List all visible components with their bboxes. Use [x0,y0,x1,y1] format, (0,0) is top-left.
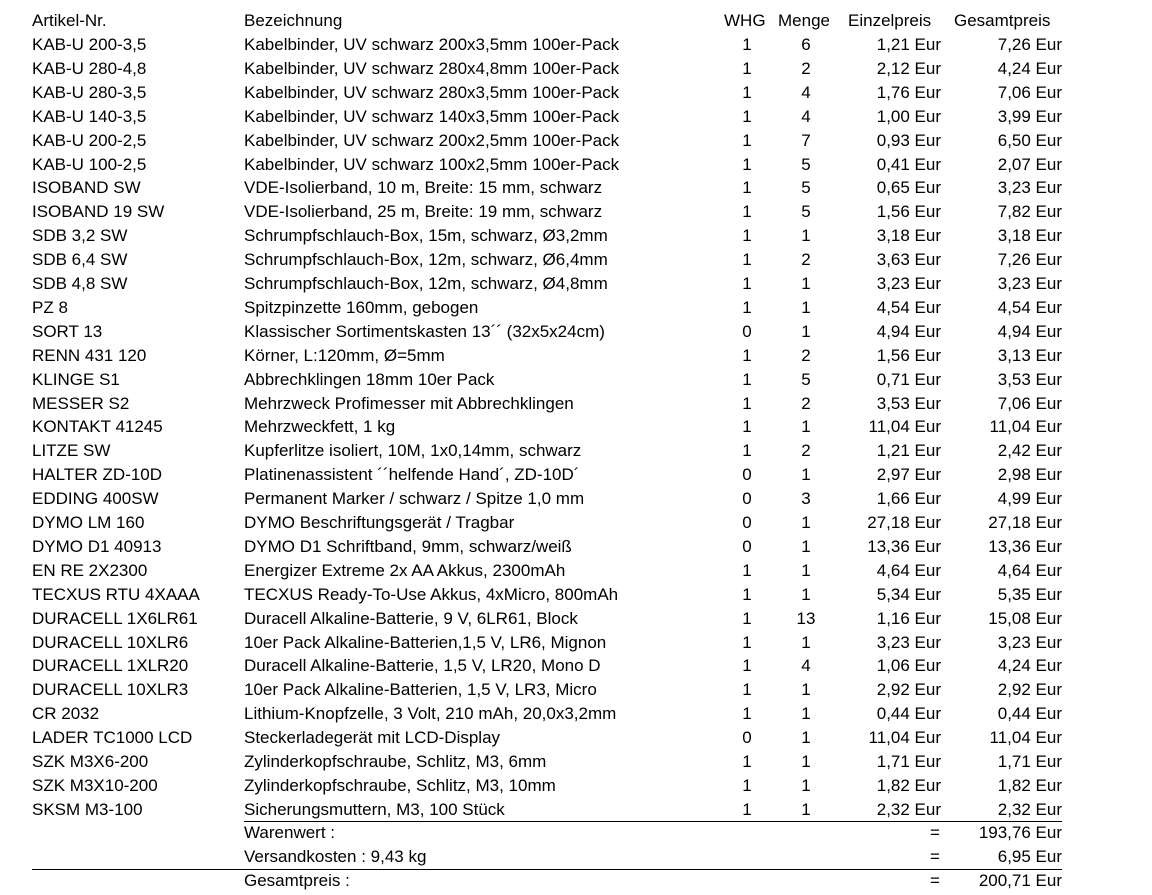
cell-einzelpreis: 4,54 Eur [876,297,941,317]
cell-whg: 1 [742,560,752,580]
cell-artikel-nr: ISOBAND SW [32,178,141,198]
cell-bezeichnung: Kabelbinder, UV schwarz 200x2,5mm 100er-Pack [244,130,620,150]
gesamt-value: 200,71 Eur [978,871,1062,890]
cell-gesamtpreis: 2,98 Eur [997,465,1062,485]
table-row [0,511,1152,535]
cell-bezeichnung: Schrumpfschlauch-Box, 15m, schwarz, Ø3,2mm [244,226,608,246]
table-row [0,344,1152,368]
cell-bezeichnung: Permanent Marker / schwarz / Spitze 1,0 mm [244,489,585,509]
cell-gesamtpreis: 3,13 Eur [997,345,1062,365]
cell-whg: 1 [742,441,752,461]
cell-einzelpreis: 4,94 Eur [876,321,941,341]
cell-menge: 5 [801,178,811,198]
cell-gesamtpreis: 1,71 Eur [997,752,1062,771]
cell-artikel-nr: SDB 6,4 SW [32,250,128,270]
cell-whg: 1 [742,656,752,676]
cell-einzelpreis: 1,76 Eur [876,82,941,102]
cell-artikel-nr: KAB-U 140-3,5 [32,106,147,126]
cell-einzelpreis: 11,04 Eur [868,417,941,437]
cell-einzelpreis: 1,66 Eur [876,489,941,509]
cell-bezeichnung: Abbrechklingen 18mm 10er Pack [244,369,495,389]
cell-gesamtpreis: 4,94 Eur [997,321,1062,341]
versand-value: 6,95 Eur [997,847,1062,866]
cell-bezeichnung: Klassischer Sortimentskasten 13´´ (32x5x24cm) [244,321,605,341]
table-row [0,726,1152,750]
cell-gesamtpreis: 4,54 Eur [997,297,1062,317]
cell-bezeichnung: Mehrzweck Profimesser mit Abbrechklingen [244,393,574,413]
cell-artikel-nr: DYMO D1 40913 [32,536,162,556]
cell-einzelpreis: 1,16 Eur [876,608,941,628]
cell-gesamtpreis: 2,07 Eur [997,154,1062,174]
cell-artikel-nr: DURACELL 10XLR3 [32,680,189,700]
cell-whg: 1 [742,417,752,437]
cell-gesamtpreis: 6,50 Eur [997,130,1062,150]
cell-artikel-nr: KLINGE S1 [32,369,120,389]
table-row [0,631,1152,655]
cell-artikel-nr: PZ 8 [32,297,68,317]
table-header [0,9,1152,33]
cell-artikel-nr: ISOBAND 19 SW [32,202,165,222]
cell-menge: 1 [801,775,811,795]
cell-gesamtpreis: 2,42 Eur [997,441,1062,461]
table-row [0,153,1152,177]
cell-menge: 13 [796,608,816,628]
cell-menge: 2 [801,250,811,270]
cell-gesamtpreis: 1,82 Eur [997,775,1062,795]
cell-whg: 1 [742,632,752,652]
cell-gesamtpreis: 7,26 Eur [997,35,1062,54]
cell-bezeichnung: Duracell Alkaline-Batterie, 9 V, 6LR61, Block [244,608,578,628]
versand-label: Versandkosten : 9,43 kg [244,847,427,866]
cell-artikel-nr: KAB-U 280-3,5 [32,82,147,102]
cell-einzelpreis: 0,93 Eur [876,130,941,150]
cell-bezeichnung: Platinenassistent ´´helfende Hand´, ZD-10D´ [244,465,580,485]
cell-artikel-nr: LADER TC1000 LCD [32,728,193,748]
table-row [0,607,1152,631]
cell-einzelpreis: 27,18 Eur [867,513,941,532]
table-row [0,105,1152,129]
cell-bezeichnung: Duracell Alkaline-Batterie, 1,5 V, LR20, Mono D [244,656,601,676]
cell-menge: 1 [801,465,811,485]
cell-bezeichnung: VDE-Isolierband, 10 m, Breite: 15 mm, schwarz [244,178,603,198]
table-row [0,559,1152,583]
cell-menge: 1 [801,560,811,580]
cell-gesamtpreis: 4,24 Eur [997,656,1062,676]
table-row [0,654,1152,678]
cell-gesamtpreis: 15,08 Eur [988,608,1062,628]
cell-bezeichnung: TECXUS Ready-To-Use Akkus, 4xMicro, 800mAh [244,584,619,604]
cell-menge: 7 [801,130,811,150]
cell-artikel-nr: KAB-U 280-4,8 [32,58,147,78]
table-row [0,439,1152,463]
table-row [0,224,1152,248]
cell-whg: 1 [742,752,752,771]
cell-whg: 1 [742,58,752,78]
header-einzelpreis: Einzelpreis [848,11,932,30]
cell-whg: 1 [742,274,752,293]
cell-artikel-nr: SDB 3,2 SW [32,226,128,246]
cell-bezeichnung: 10er Pack Alkaline-Batterien, 1,5 V, LR3, Micro [244,680,597,700]
cell-einzelpreis: 2,12 Eur [876,58,941,78]
cell-einzelpreis: 1,71 Eur [876,752,941,771]
cell-whg: 1 [742,35,752,54]
cell-whg: 1 [742,297,752,317]
cell-bezeichnung: Steckerladegerät mit LCD-Display [244,728,501,748]
cell-bezeichnung: Mehrzweckfett, 1 kg [244,417,396,437]
cell-menge: 1 [801,513,811,532]
cell-gesamtpreis: 3,23 Eur [997,178,1062,198]
cell-gesamtpreis: 5,35 Eur [997,584,1062,604]
cell-whg: 0 [742,728,752,748]
cell-gesamtpreis: 7,06 Eur [997,393,1062,413]
cell-einzelpreis: 1,06 Eur [876,656,941,676]
cell-gesamtpreis: 4,64 Eur [997,560,1062,580]
cell-bezeichnung: Kabelbinder, UV schwarz 280x4,8mm 100er-Pack [244,58,620,78]
cell-whg: 1 [742,226,752,246]
table-row [0,678,1152,702]
cell-menge: 1 [801,274,811,293]
cell-menge: 1 [801,536,811,556]
cell-whg: 1 [742,369,752,389]
table-row [0,392,1152,416]
cell-whg: 1 [742,202,752,222]
cell-artikel-nr: KAB-U 200-3,5 [32,35,147,54]
table-row [0,415,1152,439]
header-whg: WHG [724,11,766,30]
cell-gesamtpreis: 11,04 Eur [989,728,1062,748]
warenwert-value: 193,76 Eur [978,823,1062,842]
cell-bezeichnung: Lithium-Knopfzelle, 3 Volt, 210 mAh, 20,0x3,2mm [244,704,617,724]
table-row [0,129,1152,153]
cell-einzelpreis: 3,23 Eur [876,632,941,652]
cell-einzelpreis: 4,64 Eur [876,560,941,580]
cell-whg: 0 [742,321,752,341]
totals-gesamt [0,869,1152,893]
cell-whg: 0 [742,513,752,532]
cell-bezeichnung: Spitzpinzette 160mm, gebogen [244,297,479,317]
cell-whg: 1 [742,680,752,700]
header-gesamtpreis: Gesamtpreis [954,11,1051,30]
cell-artikel-nr: SDB 4,8 SW [32,274,128,293]
gesamt-equals: = [930,871,940,890]
cell-bezeichnung: VDE-Isolierband, 25 m, Breite: 19 mm, schwarz [244,202,603,222]
cell-whg: 0 [742,489,752,509]
cell-einzelpreis: 2,97 Eur [876,465,941,485]
table-row [0,702,1152,726]
gesamt-label: Gesamtpreis : [244,871,350,890]
cell-bezeichnung: Kabelbinder, UV schwarz 280x3,5mm 100er-Pack [244,82,620,102]
cell-gesamtpreis: 3,18 Eur [997,226,1062,246]
table-row [0,57,1152,81]
totals-versand [0,845,1152,869]
cell-gesamtpreis: 3,23 Eur [997,632,1062,652]
cell-menge: 5 [801,369,811,389]
cell-bezeichnung: Sicherungsmuttern, M3, 100 Stück [244,799,505,819]
cell-artikel-nr: RENN 431 120 [32,345,147,365]
cell-whg: 0 [742,536,752,556]
cell-gesamtpreis: 11,04 Eur [989,417,1062,437]
cell-einzelpreis: 3,53 Eur [876,393,941,413]
cell-einzelpreis: 13,36 Eur [867,536,941,556]
table-row [0,176,1152,200]
cell-menge: 1 [801,417,811,437]
cell-artikel-nr: DURACELL 10XLR6 [32,632,189,652]
cell-gesamtpreis: 7,26 Eur [997,250,1062,270]
cell-whg: 1 [742,775,752,795]
cell-menge: 5 [801,202,811,222]
cell-bezeichnung: Zylinderkopfschraube, Schlitz, M3, 10mm [244,775,556,795]
table-row [0,583,1152,607]
cell-einzelpreis: 3,23 Eur [876,274,941,293]
cell-einzelpreis: 1,00 Eur [876,106,941,126]
cell-whg: 1 [742,178,752,198]
table-row [0,33,1152,57]
cell-whg: 1 [742,393,752,413]
cell-artikel-nr: DURACELL 1XLR20 [32,656,189,676]
cell-einzelpreis: 2,92 Eur [876,680,941,700]
cell-gesamtpreis: 2,92 Eur [997,680,1062,700]
cell-menge: 2 [801,58,811,78]
cell-einzelpreis: 0,41 Eur [876,154,941,174]
cell-gesamtpreis: 7,06 Eur [997,82,1062,102]
table-row [0,774,1152,798]
cell-menge: 2 [801,345,811,365]
table-row [0,798,1152,822]
cell-bezeichnung: Kabelbinder, UV schwarz 140x3,5mm 100er-Pack [244,106,620,126]
cell-einzelpreis: 1,21 Eur [876,35,941,54]
cell-gesamtpreis: 13,36 Eur [988,536,1062,556]
cell-artikel-nr: MESSER S2 [32,393,130,413]
cell-gesamtpreis: 2,32 Eur [997,799,1062,819]
table-row [0,248,1152,272]
table-row [0,750,1152,774]
table-row [0,81,1152,105]
cell-einzelpreis: 11,04 Eur [868,728,941,748]
table-row [0,368,1152,392]
cell-bezeichnung: Kabelbinder, UV schwarz 200x3,5mm 100er-Pack [244,35,620,54]
cell-einzelpreis: 1,82 Eur [876,775,941,795]
cell-menge: 1 [801,584,811,604]
cell-artikel-nr: SKSM M3-100 [32,799,143,819]
cell-bezeichnung: Schrumpfschlauch-Box, 12m, schwarz, Ø6,4mm [244,250,608,270]
cell-einzelpreis: 3,18 Eur [876,226,941,246]
warenwert-equals: = [930,823,940,842]
cell-whg: 1 [742,608,752,628]
cell-artikel-nr: KONTAKT 41245 [32,417,163,437]
cell-artikel-nr: KAB-U 100-2,5 [32,154,147,174]
cell-artikel-nr: SZK M3X6-200 [32,752,149,771]
header-artikel: Artikel-Nr. [32,11,107,30]
cell-artikel-nr: DYMO LM 160 [32,513,145,532]
cell-artikel-nr: KAB-U 200-2,5 [32,130,147,150]
cell-einzelpreis: 3,63 Eur [876,250,941,270]
cell-whg: 1 [742,799,752,819]
cell-whg: 1 [742,345,752,365]
cell-artikel-nr: HALTER ZD-10D [32,465,163,485]
table-row [0,320,1152,344]
cell-artikel-nr: CR 2032 [32,704,100,724]
cell-menge: 1 [801,297,811,317]
cell-artikel-nr: SZK M3X10-200 [32,775,158,795]
cell-menge: 4 [801,656,811,676]
cell-menge: 1 [801,680,811,700]
cell-artikel-nr: DURACELL 1X6LR61 [32,608,198,628]
cell-bezeichnung: Energizer Extreme 2x AA Akkus, 2300mAh [244,560,566,580]
cell-bezeichnung: Zylinderkopfschraube, Schlitz, M3, 6mm [244,752,547,771]
cell-bezeichnung: Schrumpfschlauch-Box, 12m, schwarz, Ø4,8mm [244,274,608,293]
table-row [0,463,1152,487]
cell-menge: 1 [801,704,811,724]
cell-menge: 5 [801,154,811,174]
cell-artikel-nr: SORT 13 [32,321,103,341]
cell-einzelpreis: 0,71 Eur [876,369,941,389]
cell-gesamtpreis: 7,82 Eur [997,202,1062,222]
cell-menge: 1 [801,799,811,819]
cell-bezeichnung: Kupferlitze isoliert, 10M, 1x0,14mm, schwarz [244,441,582,461]
cell-whg: 1 [742,106,752,126]
table-row [0,272,1152,296]
cell-gesamtpreis: 4,99 Eur [997,489,1062,509]
cell-menge: 4 [801,106,811,126]
cell-whg: 1 [742,584,752,604]
cell-gesamtpreis: 3,99 Eur [997,106,1062,126]
cell-whg: 1 [742,250,752,270]
cell-menge: 1 [801,728,811,748]
versand-equals: = [930,847,940,866]
cell-bezeichnung: Körner, L:120mm, Ø=5mm [244,345,445,365]
warenwert-label: Warenwert : [244,823,336,842]
cell-artikel-nr: LITZE SW [32,441,111,461]
table-row [0,487,1152,511]
cell-whg: 1 [742,154,752,174]
cell-bezeichnung: DYMO Beschriftungsgerät / Tragbar [244,513,515,532]
cell-menge: 1 [801,321,811,341]
cell-einzelpreis: 1,56 Eur [876,345,941,365]
cell-menge: 6 [801,35,811,54]
cell-bezeichnung: DYMO D1 Schriftband, 9mm, schwarz/weiß [244,536,572,556]
cell-whg: 1 [742,82,752,102]
cell-einzelpreis: 5,34 Eur [876,584,941,604]
cell-whg: 1 [742,130,752,150]
cell-menge: 3 [801,489,811,509]
header-bezeichnung: Bezeichnung [244,11,343,30]
cell-menge: 1 [801,226,811,246]
cell-whg: 0 [742,465,752,485]
cell-gesamtpreis: 4,24 Eur [997,58,1062,78]
totals-warenwert [0,821,1152,845]
cell-menge: 2 [801,441,811,461]
cell-einzelpreis: 2,32 Eur [876,799,941,819]
cell-einzelpreis: 0,65 Eur [876,178,941,198]
table-row [0,535,1152,559]
table-row [0,200,1152,224]
cell-gesamtpreis: 3,53 Eur [997,369,1062,389]
cell-menge: 4 [801,82,811,102]
cell-artikel-nr: EN RE 2X2300 [32,560,148,580]
cell-whg: 1 [742,704,752,724]
cell-menge: 2 [801,393,811,413]
cell-gesamtpreis: 3,23 Eur [997,274,1062,293]
cell-bezeichnung: Kabelbinder, UV schwarz 100x2,5mm 100er-Pack [244,154,620,174]
cell-menge: 1 [801,632,811,652]
cell-bezeichnung: 10er Pack Alkaline-Batterien,1,5 V, LR6, Mignon [244,632,607,652]
cell-menge: 1 [801,752,811,771]
cell-einzelpreis: 0,44 Eur [876,704,941,724]
header-menge: Menge [778,11,830,30]
table-row [0,296,1152,320]
cell-einzelpreis: 1,21 Eur [876,441,941,461]
cell-artikel-nr: TECXUS RTU 4XAAA [32,584,200,604]
cell-gesamtpreis: 27,18 Eur [988,513,1062,532]
cell-artikel-nr: EDDING 400SW [32,489,159,509]
cell-einzelpreis: 1,56 Eur [876,202,941,222]
cell-gesamtpreis: 0,44 Eur [997,704,1062,724]
